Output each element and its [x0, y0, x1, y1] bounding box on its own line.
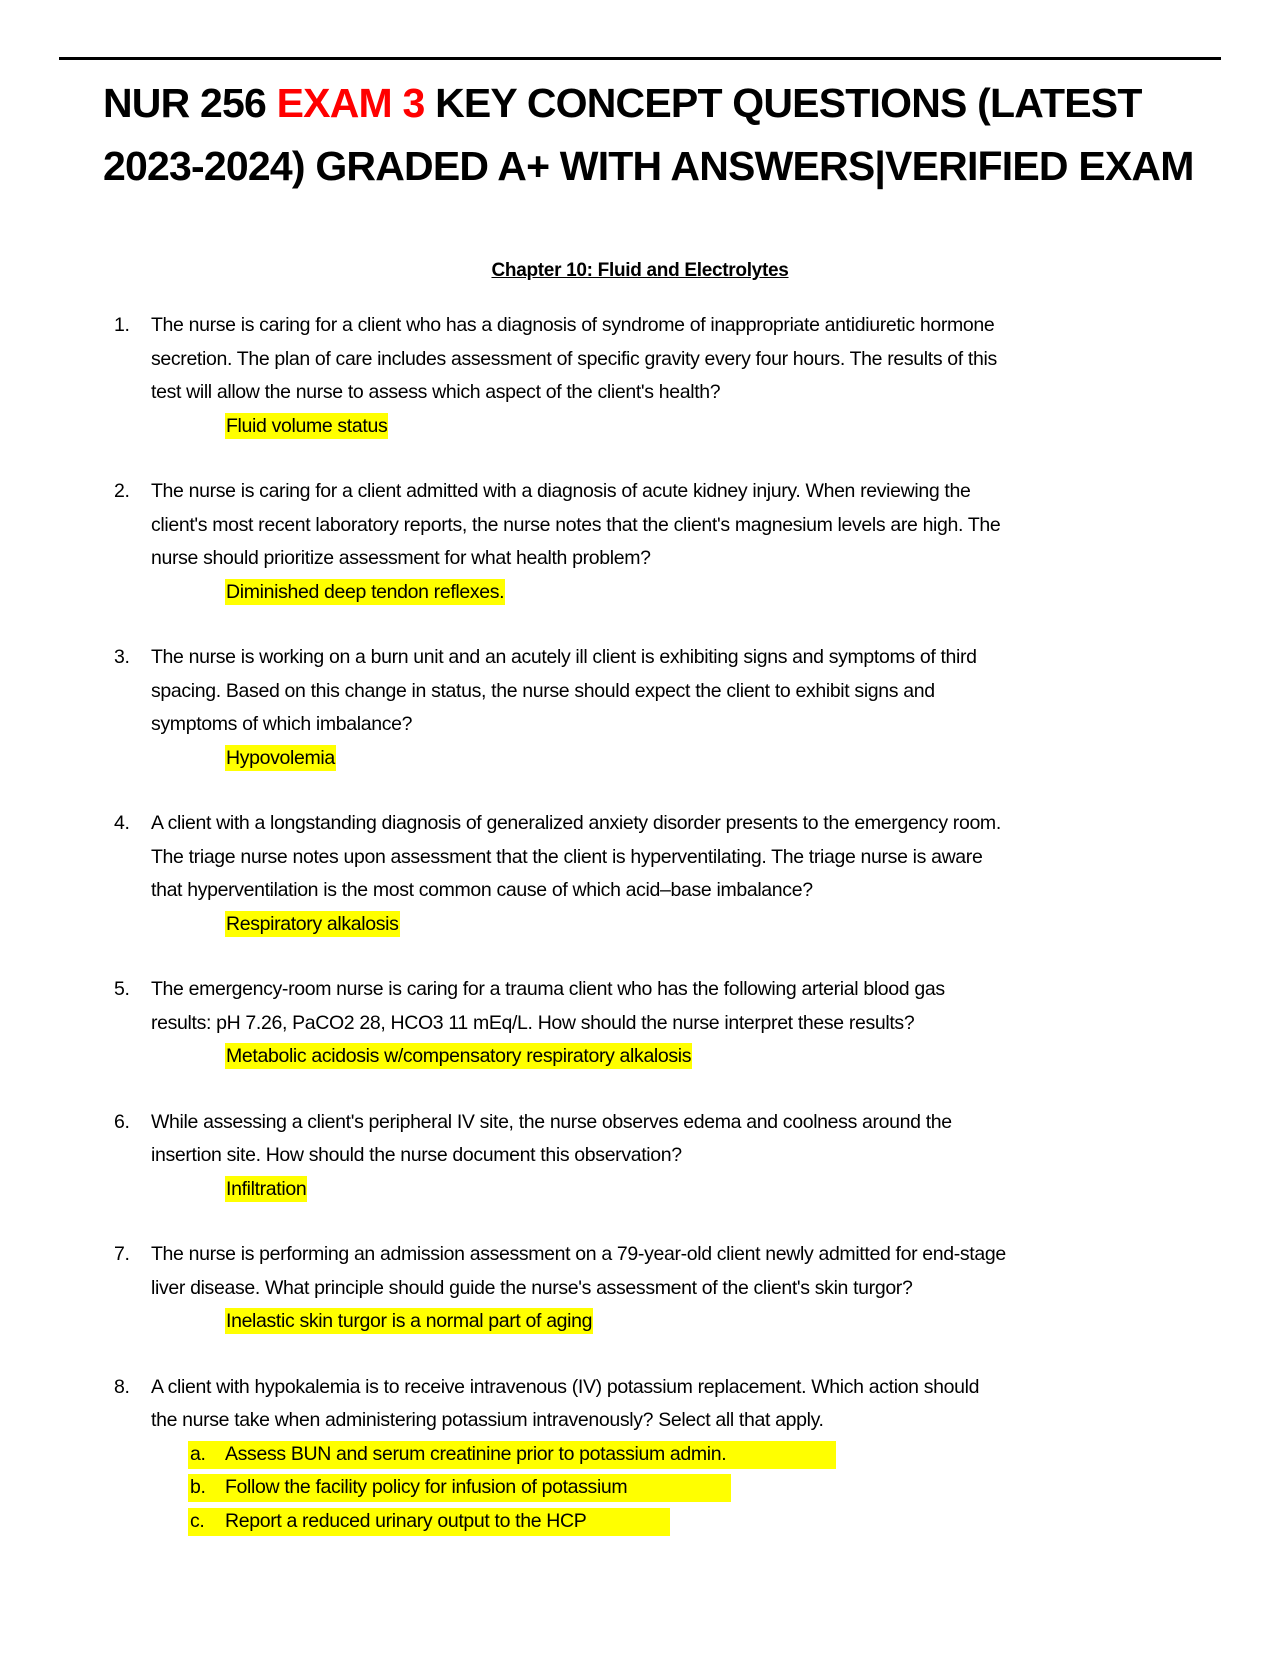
option-text: Assess BUN and serum creatinine prior to potassium admin. — [225, 1442, 727, 1465]
question-line: The nurse is caring for a client admitted with a diagnosis of acute kidney injury. When reviewing the — [151, 480, 971, 502]
question-line: A client with hypokalemia is to receive intravenous (IV) potassium replacement. Which action should — [151, 1375, 980, 1398]
answer-text: Diminished deep tendon reflexes. — [226, 580, 505, 603]
question-2 — [0, 475, 1280, 609]
question-line: results: pH 7.26, PaCO2 28, HCO3 11 mEq/L. How should the nurse interpret these results? — [151, 1011, 915, 1034]
answer — [0, 576, 1280, 610]
question-6 — [0, 1106, 1280, 1207]
question-4 — [0, 807, 1280, 941]
question-line: The nurse is caring for a client who has a diagnosis of syndrome of inappropriate antidiuretic hormone — [151, 314, 995, 336]
question-number: 2. — [114, 480, 130, 502]
answer — [0, 410, 1280, 444]
answer-text: Inelastic skin turgor is a normal part of aging — [226, 1310, 593, 1332]
question-line: nurse should prioritize assessment for what health problem? — [151, 547, 651, 569]
question-line: The nurse is performing an admission assessment on a 79-year-old client newly admitted for end-stage — [151, 1243, 1006, 1265]
answer — [0, 908, 1280, 942]
question-line: test will allow the nurse to assess which aspect of the client's health? — [151, 381, 721, 403]
title-part-2: KEY CONCEPT QUESTIONS (LATEST 2023-2024) GRADED A+ WITH ANSWERS|VERIFIED EXAM — [103, 80, 1194, 189]
answer-text: Respiratory alkalosis — [226, 912, 399, 935]
question-number: 7. — [114, 1243, 130, 1265]
question-number: 3. — [114, 646, 130, 668]
question-number: 8. — [114, 1375, 130, 1398]
question-line: While assessing a client's peripheral IV site, the nurse observes edema and coolness around the — [151, 1110, 952, 1133]
question-1 — [0, 309, 1280, 443]
option-letter: c. — [190, 1509, 205, 1532]
question-line: The nurse is working on a burn unit and an acutely ill client is exhibiting signs and symptoms of third — [151, 646, 977, 668]
question-list — [0, 309, 1280, 1570]
question-line: A client with a longstanding diagnosis of generalized anxiety disorder presents to the emergency room. — [151, 812, 1001, 834]
answer-option-b — [0, 1471, 1280, 1505]
answer-text: Fluid volume status — [226, 414, 388, 437]
answer-text: Metabolic acidosis w/compensatory respiratory alkalosis — [226, 1045, 692, 1067]
answer — [0, 1173, 1280, 1207]
answer — [0, 1040, 1280, 1074]
question-number: 1. — [114, 314, 130, 336]
question-line: secretion. The plan of care includes assessment of specific gravity every four hours. The results of this — [151, 347, 997, 370]
title-highlight: EXAM 3 — [276, 80, 425, 126]
question-line: The triage nurse notes upon assessment that the client is hyperventilating. The triage nurse is aware — [151, 845, 983, 868]
question-line: liver disease. What principle should guide the nurse's assessment of the client's skin turgor? — [151, 1276, 913, 1299]
option-text: Report a reduced urinary output to the HCP — [225, 1509, 587, 1532]
answer-text: Hypovolemia — [226, 746, 335, 769]
answer-option-c — [0, 1505, 1280, 1539]
question-3 — [0, 641, 1280, 775]
question-line: spacing. Based on this change in status, the nurse should expect the client to exhibit signs and — [151, 679, 935, 702]
answer-text: Infiltration — [226, 1177, 307, 1200]
answer — [0, 1305, 1280, 1339]
question-5 — [0, 973, 1280, 1074]
document-title — [103, 72, 1223, 198]
option-letter: b. — [190, 1476, 206, 1498]
question-number: 4. — [114, 812, 130, 834]
answer — [0, 742, 1280, 776]
question-7 — [0, 1238, 1280, 1339]
chapter-heading: Chapter 10: Fluid and Electrolytes — [491, 260, 789, 281]
header-rule — [59, 57, 1221, 60]
question-8 — [0, 1371, 1280, 1539]
question-line: symptoms of which imbalance? — [151, 713, 413, 735]
title-part-1: NUR 256 — [103, 80, 277, 126]
answer-option-a — [0, 1438, 1280, 1472]
question-number: 6. — [114, 1110, 130, 1133]
option-text: Follow the facility policy for infusion of potassium — [225, 1476, 628, 1498]
question-line: The emergency-room nurse is caring for a trauma client who has the following arterial blood gas — [151, 978, 945, 1000]
question-line: insertion site. How should the nurse document this observation? — [151, 1144, 682, 1166]
question-line: client's most recent laboratory reports, the nurse notes that the client's magnesium levels are high. The — [151, 513, 1001, 536]
question-line: that hyperventilation is the most common cause of which acid–base imbalance? — [151, 879, 813, 901]
question-number: 5. — [114, 978, 130, 1000]
option-letter: a. — [190, 1442, 206, 1465]
question-line: the nurse take when administering potassium intravenously? Select all that apply. — [151, 1409, 824, 1431]
